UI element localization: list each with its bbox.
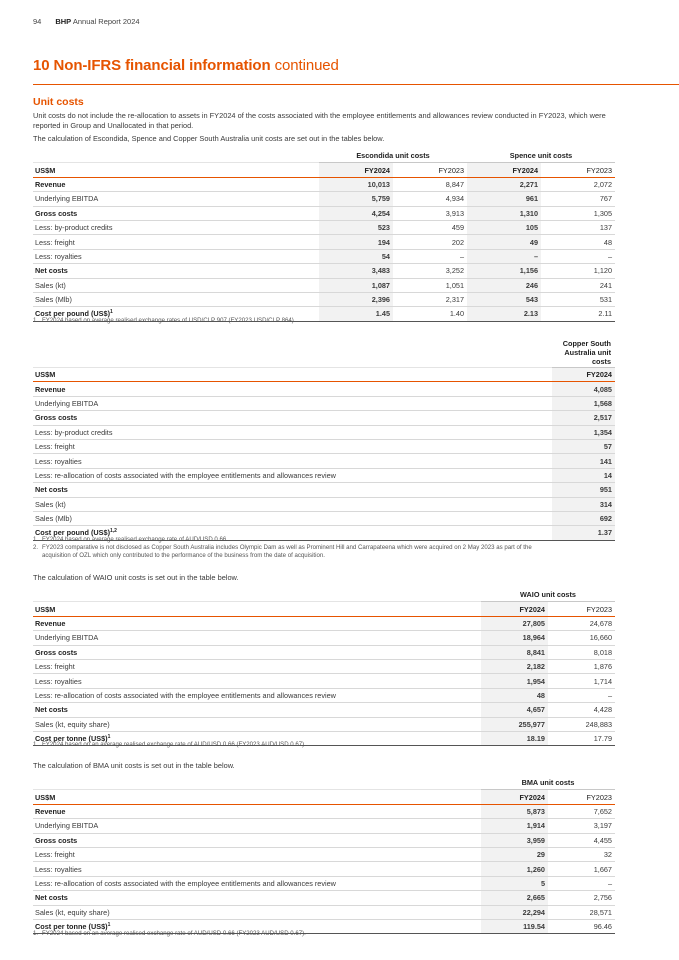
row-label: Sales (Mlb) <box>33 292 319 306</box>
table-cell: 49 <box>467 235 541 249</box>
table-cell: 767 <box>541 192 615 206</box>
table-cell: 3,197 <box>548 819 615 833</box>
row-label: Less: freight <box>33 847 481 861</box>
section-title <box>33 57 339 74</box>
table-row <box>33 235 615 249</box>
table-cell: 1,260 <box>481 862 548 876</box>
row-label: Gross costs <box>33 645 481 659</box>
table-cell: 543 <box>467 292 541 306</box>
table-row <box>33 439 615 453</box>
table-row <box>33 511 615 525</box>
table-cell: – <box>467 249 541 263</box>
row-label: Revenue <box>33 616 481 630</box>
table-row <box>33 804 615 818</box>
table-cell: 5,873 <box>481 804 548 818</box>
table-cell: 246 <box>467 278 541 292</box>
table-cell: 32 <box>548 847 615 861</box>
table-cell: 8,847 <box>393 177 467 191</box>
table-row <box>33 454 615 468</box>
table-row <box>33 717 615 731</box>
table-cell: – <box>393 249 467 263</box>
column-header: FY2024 <box>552 368 615 382</box>
table-cell: 2,517 <box>552 411 615 425</box>
table-cell: 3,959 <box>481 833 548 847</box>
column-header: FY2023 <box>393 163 467 177</box>
table-cell: 2,317 <box>393 292 467 306</box>
table-cell: 2.11 <box>541 307 615 321</box>
row-label: Less: freight <box>33 659 481 673</box>
table-cell: 1,120 <box>541 264 615 278</box>
table-row <box>33 292 615 306</box>
table-row <box>33 411 615 425</box>
table-cell: 255,977 <box>481 717 548 731</box>
table-cell: 194 <box>319 235 393 249</box>
table-cell: 27,805 <box>481 616 548 630</box>
table-cell: 692 <box>552 511 615 525</box>
table-cell: 2.13 <box>467 307 541 321</box>
company-name: BHP <box>55 17 72 26</box>
column-header: FY2024 <box>481 602 548 616</box>
table-cell: 3,483 <box>319 264 393 278</box>
table-cell: 48 <box>481 688 548 702</box>
table-cell: 2,396 <box>319 292 393 306</box>
row-label: Less: royalties <box>33 862 481 876</box>
column-header: FY2024 <box>319 163 393 177</box>
row-label: Cost per pound (US$)$^{1,2}$ <box>33 526 552 540</box>
unit-costs-intro-2: The calculation of Escondida, Spence and Copper South Australia unit costs are set out in the tables below. <box>33 134 385 143</box>
table-cell: 1,310 <box>467 206 541 220</box>
table-cell: 16,660 <box>548 631 615 645</box>
table-cell: 1,876 <box>548 659 615 673</box>
table-cell: – <box>541 249 615 263</box>
table-cell: 4,657 <box>481 703 548 717</box>
table-cell: 3,913 <box>393 206 467 220</box>
footnote-ref: 1,2 <box>110 528 117 535</box>
footnote-ref: 1 <box>107 922 111 929</box>
table-cell: 314 <box>552 497 615 511</box>
unit-costs-intro: Unit costs do not include the re-allocation to assets in FY2024 of the costs associated with the employee entitlements and allowances review conducted in FY2023, which were reported in Group and Unallocated in that period. <box>33 111 606 130</box>
row-label: Sales (kt, equity share) <box>33 905 481 919</box>
row-label: Underlying EBITDA <box>33 396 552 410</box>
footnote: 2. FY2023 comparative is not disclosed as Copper South Australia includes Olympic Dam as well as Prominent Hill and Carrapateena which were acquired on 2 May 2023 as part of the acquisition of OZL which only contributed to the performance of the business from the date of acquisition. <box>33 544 532 559</box>
row-label: Revenue <box>33 177 319 191</box>
table-cell: 202 <box>393 235 467 249</box>
t3-notes <box>33 741 613 749</box>
table-cell: 4,428 <box>548 703 615 717</box>
row-label: Revenue <box>33 382 552 396</box>
row-label: Less: royalties <box>33 674 481 688</box>
table-row <box>33 688 615 702</box>
table-row <box>33 645 615 659</box>
table-cell: 18.19 <box>481 731 548 745</box>
table-cell: 105 <box>467 220 541 234</box>
table-cell: 5 <box>481 876 548 890</box>
footnote-ref: 1 <box>107 734 111 741</box>
table-cell: 14 <box>552 468 615 482</box>
table-cell: 1,568 <box>552 396 615 410</box>
table-row <box>33 382 615 396</box>
table-cell: 1.37 <box>552 526 615 540</box>
row-label: Underlying EBITDA <box>33 631 481 645</box>
table-row <box>33 483 615 497</box>
table-cell: 54 <box>319 249 393 263</box>
row-label: Less: freight <box>33 439 552 453</box>
table-cell: 459 <box>393 220 467 234</box>
row-label: Cost per tonne (US$)$^1$ <box>33 919 481 933</box>
column-label: US$M <box>33 790 481 804</box>
table-cell: 961 <box>467 192 541 206</box>
table-cell: 57 <box>552 439 615 453</box>
row-label: Cost per tonne (US$)$^1$ <box>33 731 481 745</box>
table-cell: 248,883 <box>548 717 615 731</box>
table-row <box>33 847 615 861</box>
footnote: 1. FY2024 based on an average realised exchange rate of AUD/USD 0.66 (FY2023 AUD/USD 0.67). <box>33 930 306 937</box>
t4-notes <box>33 930 613 938</box>
table-row <box>33 876 615 890</box>
table-row <box>33 659 615 673</box>
table-cell: 5,759 <box>319 192 393 206</box>
section-rule <box>33 84 679 85</box>
table-cell: 96.46 <box>548 919 615 933</box>
footnote: 1. FY2024 based on average realised exchange rates of USD/CLP 907 (FY2023 USD/CLP 864). <box>33 317 296 324</box>
table-cell: 18,964 <box>481 631 548 645</box>
table-row <box>33 862 615 876</box>
table-row <box>33 396 615 410</box>
row-label: Less: by-product credits <box>33 425 552 439</box>
table-cell: 24,678 <box>548 616 615 630</box>
table-row <box>33 674 615 688</box>
t2-notes <box>33 536 613 560</box>
column-header: FY2023 <box>548 602 615 616</box>
table-cell: 2,756 <box>548 891 615 905</box>
row-label: Net costs <box>33 264 319 278</box>
table-cell: – <box>548 688 615 702</box>
table-cell: 4,085 <box>552 382 615 396</box>
table-cell: 2,665 <box>481 891 548 905</box>
table-cell: 28,571 <box>548 905 615 919</box>
table-row <box>33 249 615 263</box>
table-cell: 1.45 <box>319 307 393 321</box>
table-row <box>33 819 615 833</box>
row-label: Less: royalties <box>33 454 552 468</box>
table-row <box>33 206 615 220</box>
table-row <box>33 703 615 717</box>
table-cell: 4,455 <box>548 833 615 847</box>
row-label: Gross costs <box>33 833 481 847</box>
bma-table <box>33 776 615 934</box>
table-cell: 1,714 <box>548 674 615 688</box>
column-label: US$M <box>33 368 552 382</box>
row-label: Gross costs <box>33 411 552 425</box>
table-row <box>33 631 615 645</box>
table-row <box>33 905 615 919</box>
table-cell: 1,354 <box>552 425 615 439</box>
group-header-escondida: Escondida unit costs <box>319 149 467 163</box>
page-header <box>33 17 140 26</box>
row-label: Less: by-product credits <box>33 220 319 234</box>
group-header-waio: WAIO unit costs <box>481 588 615 602</box>
table-cell: 8,018 <box>548 645 615 659</box>
row-label: Revenue <box>33 804 481 818</box>
table-cell: 2,072 <box>541 177 615 191</box>
table-cell: 141 <box>552 454 615 468</box>
table-row <box>33 192 615 206</box>
table-cell: 241 <box>541 278 615 292</box>
group-header-copper-sa: Copper South Australia unit costs <box>552 337 615 368</box>
table-cell: 17.79 <box>548 731 615 745</box>
copper-sa-table <box>33 337 615 541</box>
table-row <box>33 425 615 439</box>
column-label: US$M <box>33 602 481 616</box>
waio-table <box>33 588 615 746</box>
section-title-suffix: continued <box>274 57 339 74</box>
table-cell: 1,914 <box>481 819 548 833</box>
column-header: FY2023 <box>541 163 615 177</box>
document-title: Annual Report 2024 <box>72 17 140 26</box>
row-label: Sales (kt) <box>33 278 319 292</box>
row-label: Gross costs <box>33 206 319 220</box>
bma-intro: The calculation of BMA unit costs is set out in the table below. <box>33 761 235 770</box>
table-row <box>33 468 615 482</box>
table-row <box>33 264 615 278</box>
table-cell: 1,156 <box>467 264 541 278</box>
table-cell: 48 <box>541 235 615 249</box>
table-row <box>33 278 615 292</box>
table-cell: 2,182 <box>481 659 548 673</box>
row-label: Cost per pound (US$)$^1$ <box>33 307 319 321</box>
table-cell: 1.40 <box>393 307 467 321</box>
table-cell: 1,667 <box>548 862 615 876</box>
row-label: Less: royalties <box>33 249 319 263</box>
table-cell: 8,841 <box>481 645 548 659</box>
footnote-ref: 1 <box>110 309 113 316</box>
table-row <box>33 833 615 847</box>
column-label: US$M <box>33 163 319 177</box>
table-row <box>33 891 615 905</box>
footnote: 1. FY2024 based on average realised exchange rate of AUD/USD 0.66. <box>33 536 228 543</box>
row-label: Net costs <box>33 483 552 497</box>
table-cell: 22,294 <box>481 905 548 919</box>
table-row <box>33 497 615 511</box>
column-header: FY2024 <box>467 163 541 177</box>
row-label: Sales (kt) <box>33 497 552 511</box>
row-label: Net costs <box>33 703 481 717</box>
row-label: Underlying EBITDA <box>33 819 481 833</box>
table-cell: 1,305 <box>541 206 615 220</box>
column-header: FY2023 <box>548 790 615 804</box>
table-cell: 3,252 <box>393 264 467 278</box>
unit-costs-heading: Unit costs <box>33 96 84 108</box>
row-label: Less: re-allocation of costs associated with the employee entitlements and allowances review <box>33 688 481 702</box>
table-cell: 951 <box>552 483 615 497</box>
row-label: Less: re-allocation of costs associated with the employee entitlements and allowances review <box>33 876 481 890</box>
table-cell: 119.54 <box>481 919 548 933</box>
row-label: Sales (kt, equity share) <box>33 717 481 731</box>
table-cell: 137 <box>541 220 615 234</box>
column-header: FY2024 <box>481 790 548 804</box>
table-cell: 1,051 <box>393 278 467 292</box>
table-cell: 4,254 <box>319 206 393 220</box>
table-cell: 531 <box>541 292 615 306</box>
row-label: Underlying EBITDA <box>33 192 319 206</box>
row-label: Net costs <box>33 891 481 905</box>
footnote: 1. FY2024 based on an average realised exchange rate of AUD/USD 0.66 (FY2023 AUD/USD 0.67). <box>33 741 306 748</box>
row-label: Less: freight <box>33 235 319 249</box>
page-number: 94 <box>33 17 42 26</box>
table-cell: 7,652 <box>548 804 615 818</box>
table-row <box>33 177 615 191</box>
section-title-text: 10 Non-IFRS financial information <box>33 57 271 74</box>
row-label: Less: re-allocation of costs associated with the employee entitlements and allowances review <box>33 468 552 482</box>
table-row <box>33 616 615 630</box>
group-header-spence: Spence unit costs <box>467 149 615 163</box>
table-row <box>33 220 615 234</box>
table-cell: 10,013 <box>319 177 393 191</box>
t1-notes <box>33 317 613 325</box>
table-cell: 1,087 <box>319 278 393 292</box>
row-label: Sales (Mlb) <box>33 511 552 525</box>
waio-intro: The calculation of WAIO unit costs is set out in the table below. <box>33 573 239 582</box>
table-cell: 4,934 <box>393 192 467 206</box>
table-cell: 29 <box>481 847 548 861</box>
escondida-spence-table <box>33 149 615 322</box>
table-cell: 2,271 <box>467 177 541 191</box>
table-cell: 523 <box>319 220 393 234</box>
group-header-bma: BMA unit costs <box>481 776 615 790</box>
table-cell: – <box>548 876 615 890</box>
table-cell: 1,954 <box>481 674 548 688</box>
